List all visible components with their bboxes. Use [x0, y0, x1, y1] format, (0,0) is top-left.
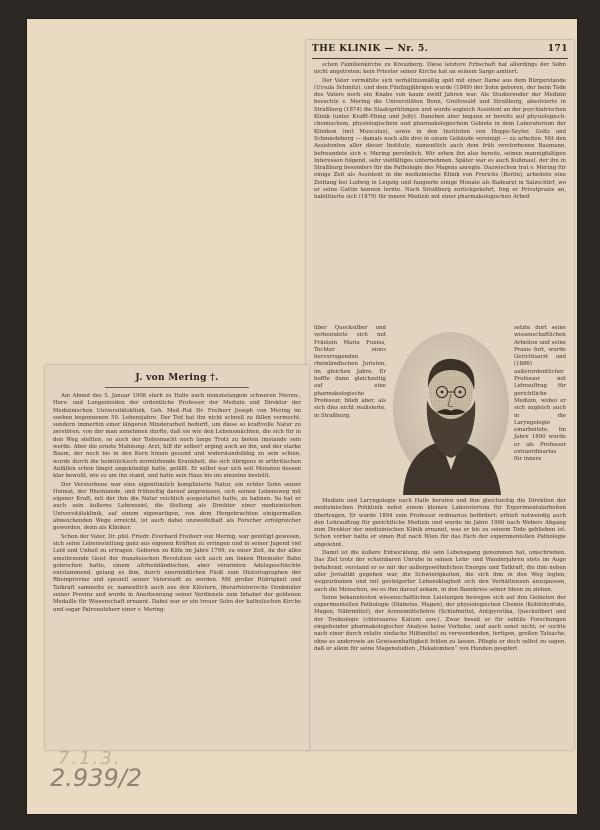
paragraph: schen Familienkirche zu Kreuzberg. Diese letztere Erbschaft hat allerdings der Sohn nicht angetreten; kein Priester seiner Kirche hat an seinem Sarge amtiert.: [314, 62, 566, 76]
portrait-engraving: [391, 330, 511, 495]
newspaper-clipping-right: [306, 40, 574, 750]
paragraph: Am Abend des 5. Januar 1908 starb zu Halle nach monatelangem schweren Nieren-, Herz- und Lungenleiden der ordentliche Professor der Medizin und Direktor der Medizinischen Universitätsklinik, Geh. Med.-Rat Dr. Freiherr Joseph von Mering im soeben begonnenen 59. Lebensjahre. Der Tod hat ihn nicht schnell zu fällen vermocht, sondern immerhin einer längeren Minderarbeit bedurft, um diese so kraftvolle Natur zu zerstören, von der man annehmen durfte, daß sie wie den Lebensmächten, die sich für in den Weg stellten, so auch der Todesmacht noch lange Trotz zu bieten imstande sein werde. Aber die ernste Mahnung: Arzt, hilf dir selber! erging auch an ihn, und der starke Baum, der noch bis in den Kern hinein gesund und widerstandsfähig zu sein schien, wurde durch die heimtückisch zermürbende Krankheit, die sich übrigens in arthritischen Anfällen schon längst angekündigt hatte, gefällt. Er selbst war sich seit Monaten dessen klar bewußt, wie es um ihn stand, und hatte sein Haus bis ins einzelne bestellt.: [53, 393, 301, 480]
article-continuation-top: [314, 62, 566, 324]
paragraph: Medizin und Laryngologie nach Halle berufen und ihm gleichzeitig die Direktion der medizinischen Poliklinik nebst einem kleinen Laboratorium für Experimentalarbeiten übertragen. Er wurde 1894 zum Professor ordinarius befördert; erhielt notwendig auch den Lehrauftrag für gerichtliche Medizin und wurde im Jahre 1900 nach Webers Abgang zum Direktor der medizinischen Klinik ernannt, was er bis zu seinem Tode geblieben ist. Schon vorher hatte er einen Ruf nach Wien für das Fach der experimentellen Pathologie abgelehnt.: [314, 498, 566, 548]
heading-rule: [105, 387, 249, 388]
text-beside-portrait-left: über Quecksilber und verheiratete sich mit Fräulein Maria Fuxius, Tochter eines hervorragenden rheinländischen Juristen, im gleichen Jahre. Er hoffte dann gleichzeitig auf eine pharmakologische Professur, blieb aber, als sich dies nicht realisierte, in Straßburg.: [314, 325, 386, 419]
header-rule: [312, 58, 568, 59]
paragraph: Damit ist die äußere Entwicklung, die sein Lebensgang genommen hat, umschrieben. Das Ziel trotz der scheinbaren Unruhe in seinen Lehr- und Wanderjahren stets im Auge behaltend, verstand er es mit der außergewöhnlichen Energie und Tatkraft, die ihm neben aller Jovialität gegeben war, die Schwierigkeiten, die sich ihm in den Weg legten, wegzuräumen und mit gesteigerter Lebensklugheit sich den Verhältnissen anzupassen, auch die Menschen, wo es ihm darauf ankam, in den Bannkreis seiner Ideen zu ziehen.: [314, 550, 566, 593]
paragraph: Der Verstorbene war eine eigentümlich komplizierte Natur, ein echter Sohn seiner Heimat, der Rheinlande, und frühzeitig darauf angewiesen, sich seinen Lebensweg mit eigener Kraft, mit der ihm die Natur reichlich ausgestattet hatte, zu bahnen. So hat er auch sein äußeres Lebensziel, die Stellung als Direktor einer medizinischen Universitätsklinik, auf einem eigenartigen, von dem Hergebrachten einigermaßen abweichenden Wege erreicht, ist auch dabei unzweifelhaft als Forscher erfolgreicher geworden, denn als Kliniker.: [53, 481, 301, 532]
article-continuation-bottom: [314, 498, 566, 746]
archive-number: 2.939/2: [50, 764, 143, 792]
paragraph: Der Vater vermählte sich verhältnismäßig spät mit einer Dame aus dem Bürgerstande (Ursula Schmitz), und dem Fünfzigjährigen wurde (1849) der Sohn geboren, der beim Tode des Vaters noch ein Knabe von kaum zwölf Jahren war. Als Studierender der Medizin besuchte v. Mering die Universitäten Bonn, Greifswald und Straßburg, absolvierte in Straßburg (1874) die Staatsprüfungen und wurde sogleich Assistent an der psychiatrischen Klinik (unter Krafft-Ebing und Jolly). Daneben aber begann er bereits auf physiologisch-chemischem, physiologischem und pharmakologischem Gebiete in dem Laboratorium der Kliniken (mit Musculus), sowie in den Instituten von Hoppe-Seyler, Goltz und Schmiedeberg — damals noch alle drei in einem Gebäude vereinigt — zu arbeiten. Mit den Assistenten aller dieser Institute, namentlich auch dem früh verstorbenen Baumann, befreundete sich v. Mering persönlich. Wir sehen ihn also bereits, seinen mannigfaltigen Interessen folgend, sehr vielfältiges unternehmen. Später war es auch Kußmaul, der ihn in Straßburg besonders für die Pathologie des Magens anregte. Dazwischen trat v. Mering für einige Zeit als Assistent in die medizinische Klinik von Frerichs (Berlin), arbeitete eine Zeitlang bei Ludwig in Leipzig und fungierte einige Monate als Badearzt in Salzschlirf, wo er seine Gattin kennen lernte. Nach Straßburg zurückgekehrt, fing er Privatpraxis an, habilitierte sich (1879) für innere Medizin mit einer pharmakologischen Arbeit: [314, 77, 566, 201]
journal-title: THE KLINIK — Nr. 5.: [312, 44, 429, 54]
newspaper-clipping-left: [45, 365, 309, 750]
paragraph: Schon der Vater, Dr. phil. Friedr. Everhard Freiherr von Mering, war genötigt gewesen, sich seine Lebensstellung ganz aus eigenen Kräften zu erringen und in seiner Jugend viel Leid und Unheil zu ertragen. Geboren zu Köln im Jahre 1799, zu einer Zeit, da der alles umstürzende Geist der französischen Revolution sich auch am linken Rheinufer Bahn gebrochen hatte, einem altrheinländischen, aber verarmten Adelsgeschlechte entstammend, gelang es ihm, durch unermüdlichen Fleiß zum Historiographen der Rheinprovinz und speziell seiner Vaterstadt zu werden. Mit großer Rührigkeit und Tatkraft sammelte er, namentlich auch aus den Klöstern, literarhistorische Denkmäler seiner Provinz und wurde in Anerkennung seiner Verdienste zum Inhaber der goldenen Medaille für Wissenschaft ernannt. Dabei war er ein treuer Sohn der katholischen Kirche und sogar Patronatsherr einer v. Mering-: [53, 533, 301, 613]
obituary-heading: J. von Mering †.: [135, 373, 219, 383]
obituary-text: [53, 393, 301, 745]
paragraph: Seine bekanntesten wissenschaftlichen Leistungen bewegen sich auf den Gebieten der experimentellen Pathologie (Diabetes, Magen), der physiologischen Chemie (Kohlehydrate, Magen, Nährmittel), der Arzneimittellehre (Schlafmittel, Antipyretika, Quecksilber) und der Toxikologie (chlorsaures Kalium usw.). Zwar besaß er für subtile Forschungen eingehender pharmakologischer Analyse keine Vorliebe, und auch sonst nicht; er suchte nach einer durch relativ einfache Hilfsmittel zu verwendenden, fertigen, großen Tatsache, ohne es anderswie an Gewissenhaftigkeit fehlen zu lassen. Pflegte er doch selbst zu sagen, daß er allein für seine Magenstudien „Hekatomben“ von Hunden geopfert: [314, 594, 566, 652]
running-head: [312, 44, 568, 58]
text-beside-portrait-right: setzte dort seine wissenschaftlichen Arbeiten und seine Praxis fort, wurde Gerichtsarzt und (1886) außerordentlicher Professor mit Lehrauftrag für gerichtliche Medizin, wobei er sich zugleich auch in die Laryngologie einarbeitete. Im Jahre 1890 wurde er als Professor extraordinarius für innere: [514, 325, 566, 463]
page-number: 171: [547, 44, 568, 54]
faint-pencil-note: 7.1.3.: [58, 748, 122, 769]
